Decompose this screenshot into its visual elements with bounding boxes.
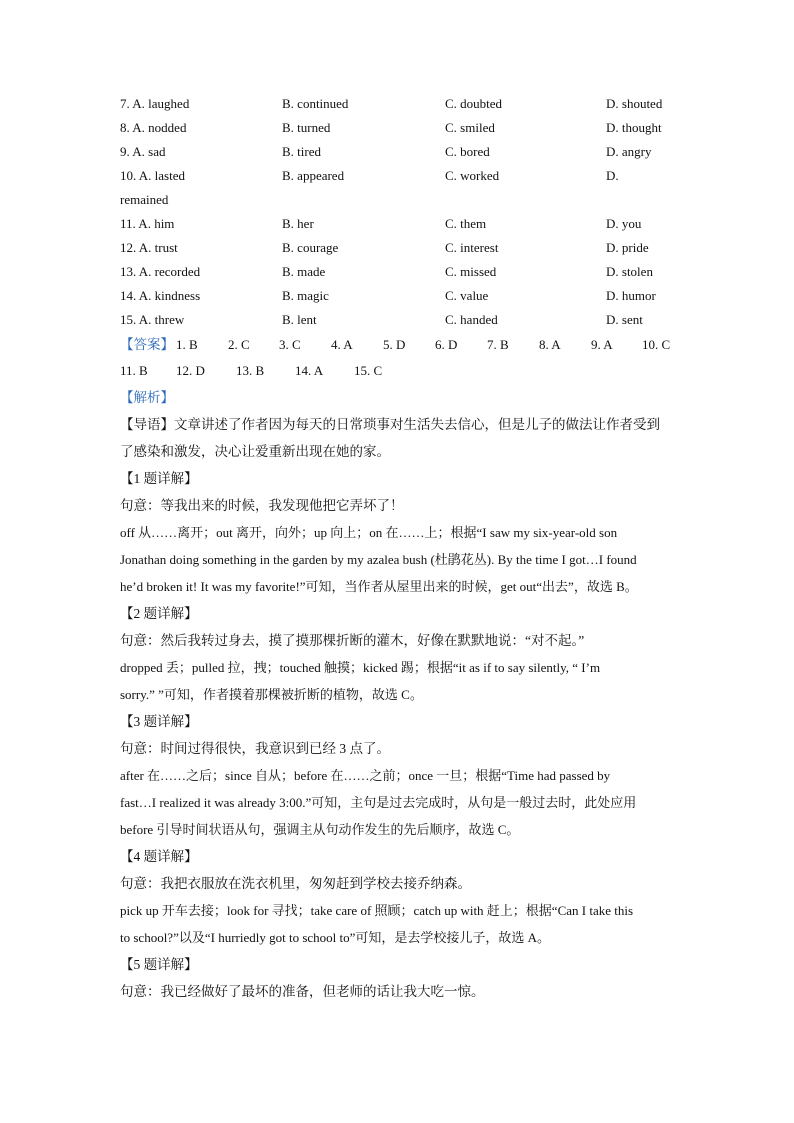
- option-row: [120, 212, 680, 236]
- option-a: 9. A. sad: [120, 144, 166, 159]
- answer-item: 14. A: [295, 363, 324, 378]
- answer-item: 15. C: [354, 363, 383, 378]
- option-b: B. turned: [282, 120, 331, 135]
- option-b: B. lent: [282, 312, 317, 327]
- q4-title: 【4 题详解】: [120, 849, 198, 864]
- option-row: [120, 92, 680, 116]
- option-c: C. value: [445, 288, 489, 303]
- answers-row: [120, 358, 680, 384]
- q1-explanation-line: off 从……离开；out 离开，向外；up 向上；on 在……上；根据“I saw my six-year-old son: [120, 525, 618, 540]
- answer-item: 5. D: [383, 337, 406, 352]
- option-c: C. bored: [445, 144, 490, 159]
- option-row: [120, 308, 680, 332]
- option-d: D. stolen: [606, 264, 653, 279]
- answer-item: 7. B: [487, 337, 509, 352]
- q3-sentence: 句意：时间过得很快，我意识到已经 3 点了。: [120, 741, 390, 756]
- option-a: 12. A. trust: [120, 240, 178, 255]
- q2-explanation-line: dropped 丢；pulled 拉，拽；touched 触摸；kicked 踢；根据“it as if to say silently, “ I’m: [120, 660, 601, 675]
- option-a: 10. A. lasted: [120, 168, 185, 183]
- option-c: C. handed: [445, 312, 498, 327]
- option-d: D. you: [606, 216, 642, 231]
- option-a: 13. A. recorded: [120, 264, 201, 279]
- option-row: [120, 284, 680, 308]
- option-b: B. continued: [282, 96, 349, 111]
- answer-item: 2. C: [228, 337, 250, 352]
- option-d: D. thought: [606, 120, 662, 135]
- answers-row: [120, 332, 680, 358]
- option-a: 15. A. threw: [120, 312, 185, 327]
- answer-item: 10. C: [642, 337, 671, 352]
- option-b: B. tired: [282, 144, 321, 159]
- option-a: 14. A. kindness: [120, 288, 201, 303]
- q2-explanation-line: sorry.” ”可知，作者摸着那棵被折断的植物，故选 C。: [120, 687, 423, 702]
- option-c: C. them: [445, 216, 487, 231]
- q4-explanation-line: pick up 开车去接；look for 寻找；take care of 照顾；catch up with 赶上；根据“Can I take this: [120, 903, 634, 918]
- intro-text: 文章讲述了作者因为每天的日常琐事对生活失去信心，但是儿子的做法让作者受到: [174, 417, 660, 432]
- option-a: remained: [120, 192, 169, 207]
- option-c: C. worked: [445, 168, 500, 183]
- option-d: D. angry: [606, 144, 652, 159]
- option-row: [120, 260, 680, 284]
- q1-explanation-line: he’d broken it! It was my favorite!”可知，当作者从屋里出来的时候，get out“出去”，故选 B。: [120, 579, 638, 594]
- option-b: B. made: [282, 264, 326, 279]
- answer-item: 8. A: [539, 337, 561, 352]
- option-c: C. interest: [445, 240, 499, 255]
- q5-title: 【5 题详解】: [120, 957, 198, 972]
- option-c: C. missed: [445, 264, 497, 279]
- q1-title: 【1 题详解】: [120, 471, 198, 486]
- answer-label: 【答案】: [120, 337, 174, 352]
- answer-item: 11. B: [120, 363, 148, 378]
- answer-item: 1. B: [176, 337, 198, 352]
- option-d: D. shouted: [606, 96, 663, 111]
- option-row: [120, 140, 680, 164]
- option-row: [120, 116, 680, 140]
- answer-item: 12. D: [176, 363, 205, 378]
- option-row-wrap: [120, 188, 680, 212]
- option-a: 8. A. nodded: [120, 120, 187, 135]
- intro-line: [120, 411, 680, 438]
- q1-explanation-line: Jonathan doing something in the garden by my azalea bush (杜鹃花丛). By the time I got…I found: [120, 552, 637, 567]
- intro-label: 【导语】: [120, 417, 174, 432]
- answer-item: 13. B: [236, 363, 265, 378]
- option-b: B. appeared: [282, 168, 345, 183]
- analysis-label: 【解析】: [120, 390, 174, 405]
- q4-sentence: 句意：我把衣服放在洗衣机里，匆匆赶到学校去接乔纳森。: [120, 876, 471, 891]
- options-table: [120, 92, 680, 332]
- q2-title: 【2 题详解】: [120, 606, 198, 621]
- answer-item: 6. D: [435, 337, 458, 352]
- answer-item: 4. A: [331, 337, 353, 352]
- option-a: 11. A. him: [120, 216, 175, 231]
- intro-line: 了感染和激发，决心让爱重新出现在她的家。: [120, 444, 390, 459]
- option-a: 7. A. laughed: [120, 96, 190, 111]
- document-page: [120, 92, 680, 1005]
- option-b: B. her: [282, 216, 314, 231]
- option-d: D. humor: [606, 288, 656, 303]
- q3-explanation-line: after 在……之后；since 自从；before 在……之前；once 一旦；根据“Time had passed by: [120, 768, 611, 783]
- option-row: [120, 236, 680, 260]
- option-d: D. sent: [606, 312, 643, 327]
- option-c: C. smiled: [445, 120, 495, 135]
- q3-explanation-line: before 引导时间状语从句，强调主从句动作发生的先后顺序，故选 C。: [120, 822, 520, 837]
- q4-explanation-line: to school?”以及“I hurriedly got to school to”可知，是去学校接儿子，故选 A。: [120, 930, 551, 945]
- q2-sentence: 句意：然后我转过身去，摸了摸那棵折断的灌木，好像在默默地说：“对不起。”: [120, 633, 585, 648]
- option-c: C. doubted: [445, 96, 503, 111]
- option-b: B. courage: [282, 240, 339, 255]
- answer-item: 3. C: [279, 337, 301, 352]
- q5-sentence: 句意：我已经做好了最坏的准备，但老师的话让我大吃一惊。: [120, 984, 485, 999]
- option-row: [120, 164, 680, 188]
- option-d: D.: [606, 168, 619, 183]
- option-d: D. pride: [606, 240, 649, 255]
- q1-sentence: 句意：等我出来的时候，我发现他把它弄坏了！: [120, 498, 404, 513]
- option-b: B. magic: [282, 288, 329, 303]
- q3-explanation-line: fast…I realized it was already 3:00.”可知，主句是过去完成时，从句是一般过去时，此处应用: [120, 795, 637, 810]
- q3-title: 【3 题详解】: [120, 714, 198, 729]
- answer-item: 9. A: [591, 337, 613, 352]
